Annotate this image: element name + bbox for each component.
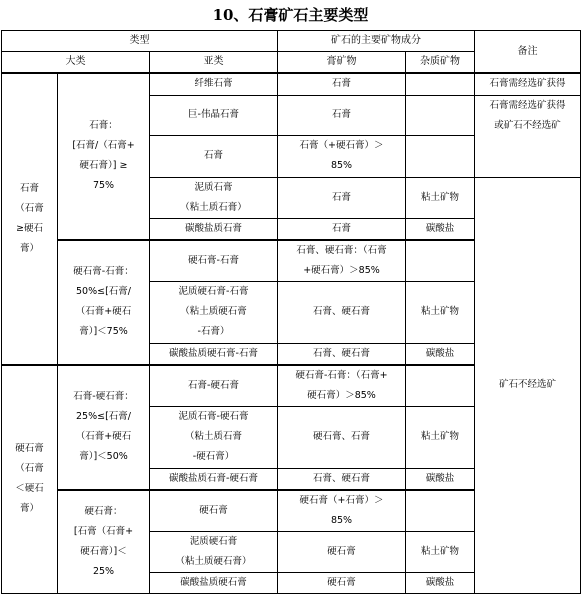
impurity-mineral-cell: 粘土矿物 — [406, 406, 475, 468]
gypsum-mineral-cell: 硬石膏、石膏 — [278, 406, 406, 468]
sub-class-cell: 碳酸盐质石膏 — [150, 218, 278, 240]
header-major-class: 大类 — [2, 52, 150, 74]
ore-type-table — [1, 30, 581, 594]
gypsum-mineral-cell: 石膏、硬石膏 — [278, 281, 406, 343]
sub-class-cell: 泥质石膏 （粘土质石膏） — [150, 177, 278, 218]
gypsum-mineral-cell: 石膏、硬石膏：（石膏 +硬石膏）＞85% — [278, 240, 406, 282]
gypsum-mineral-cell: 石膏、硬石膏 — [278, 343, 406, 365]
header-gypsum-mineral: 膏矿物 — [278, 52, 406, 74]
impurity-mineral-cell: 粘土矿物 — [406, 281, 475, 343]
gypsum-mineral-cell: 石膏（+硬石膏）＞ 85% — [278, 135, 406, 177]
class-gypsum-anhydrite: 石膏-硬石膏： 25%≤[石膏/ （石膏+硬石 膏）]＜50% — [58, 365, 150, 490]
impurity-mineral-cell: 粘土矿物 — [406, 531, 475, 572]
gypsum-mineral-cell: 石膏 — [278, 73, 406, 95]
remark-cell: 矿石不经选矿 — [475, 177, 581, 593]
impurity-mineral-cell — [406, 365, 475, 407]
gypsum-mineral-cell: 硬石膏 — [278, 531, 406, 572]
class-anhydrite: 硬石膏： [石膏（石膏+ 硬石膏）]＜ 25% — [58, 490, 150, 594]
class-anhydrite-gypsum: 硬石膏-石膏： 50%≤[石膏/ （石膏+硬石 膏）]＜75% — [58, 240, 150, 365]
impurity-mineral-cell — [406, 490, 475, 532]
sub-class-cell: 碳酸盐质硬石膏 — [150, 572, 278, 593]
impurity-mineral-cell: 碳酸盐 — [406, 343, 475, 365]
remark-cell: 石膏需经选矿获得 或矿石不经选矿 — [475, 95, 581, 177]
sub-class-cell: 石膏-硬石膏 — [150, 365, 278, 407]
sub-class-cell: 泥质硬石膏 （粘土质硬石膏） — [150, 531, 278, 572]
header-sub-class: 亚类 — [150, 52, 278, 74]
gypsum-mineral-cell: 硬石膏-石膏：（石膏+ 硬石膏）＞85% — [278, 365, 406, 407]
major-class-gypsum: 石膏 （石膏 ≥硬石 膏） — [2, 73, 58, 365]
remark-cell: 石膏需经选矿获得 — [475, 73, 581, 95]
impurity-mineral-cell: 碳酸盐 — [406, 468, 475, 490]
sub-class-cell: 碳酸盐质硬石膏-石膏 — [150, 343, 278, 365]
gypsum-mineral-cell: 石膏 — [278, 95, 406, 135]
sub-class-cell: 碳酸盐质石膏-硬石膏 — [150, 468, 278, 490]
header-composition: 矿石的主要矿物成分 — [278, 31, 475, 52]
sub-class-cell: 纤维石膏 — [150, 73, 278, 95]
impurity-mineral-cell — [406, 240, 475, 282]
gypsum-mineral-cell: 硬石膏 — [278, 572, 406, 593]
sub-class-cell: 泥质石膏-硬石膏 （粘土质石膏 -硬石膏） — [150, 406, 278, 468]
gypsum-mineral-cell: 石膏 — [278, 177, 406, 218]
header-remark: 备注 — [475, 31, 581, 74]
sub-class-cell: 硬石膏 — [150, 490, 278, 532]
sub-class-cell: 硬石膏-石膏 — [150, 240, 278, 282]
gypsum-mineral-cell: 硬石膏（+石膏）＞ 85% — [278, 490, 406, 532]
impurity-mineral-cell — [406, 95, 475, 135]
header-impurity-mineral: 杂质矿物 — [406, 52, 475, 74]
major-class-anhydrite: 硬石膏 （石膏 ＜硬石 膏） — [2, 365, 58, 594]
impurity-mineral-cell — [406, 135, 475, 177]
page-title: 10、石膏矿石主要类型 — [212, 6, 369, 24]
impurity-mineral-cell: 碳酸盐 — [406, 572, 475, 593]
class-gypsum: 石膏： [石膏/（石膏+ 硬石膏）] ≥ 75% — [58, 73, 150, 240]
impurity-mineral-cell: 碳酸盐 — [406, 218, 475, 240]
sub-class-cell: 巨-伟晶石膏 — [150, 95, 278, 135]
impurity-mineral-cell — [406, 73, 475, 95]
impurity-mineral-cell: 粘土矿物 — [406, 177, 475, 218]
gypsum-mineral-cell: 石膏、硬石膏 — [278, 468, 406, 490]
sub-class-cell: 石膏 — [150, 135, 278, 177]
sub-class-cell: 泥质硬石膏-石膏 （粘土质硬石膏 -石膏） — [150, 281, 278, 343]
gypsum-mineral-cell: 石膏 — [278, 218, 406, 240]
header-type: 类型 — [2, 31, 278, 52]
